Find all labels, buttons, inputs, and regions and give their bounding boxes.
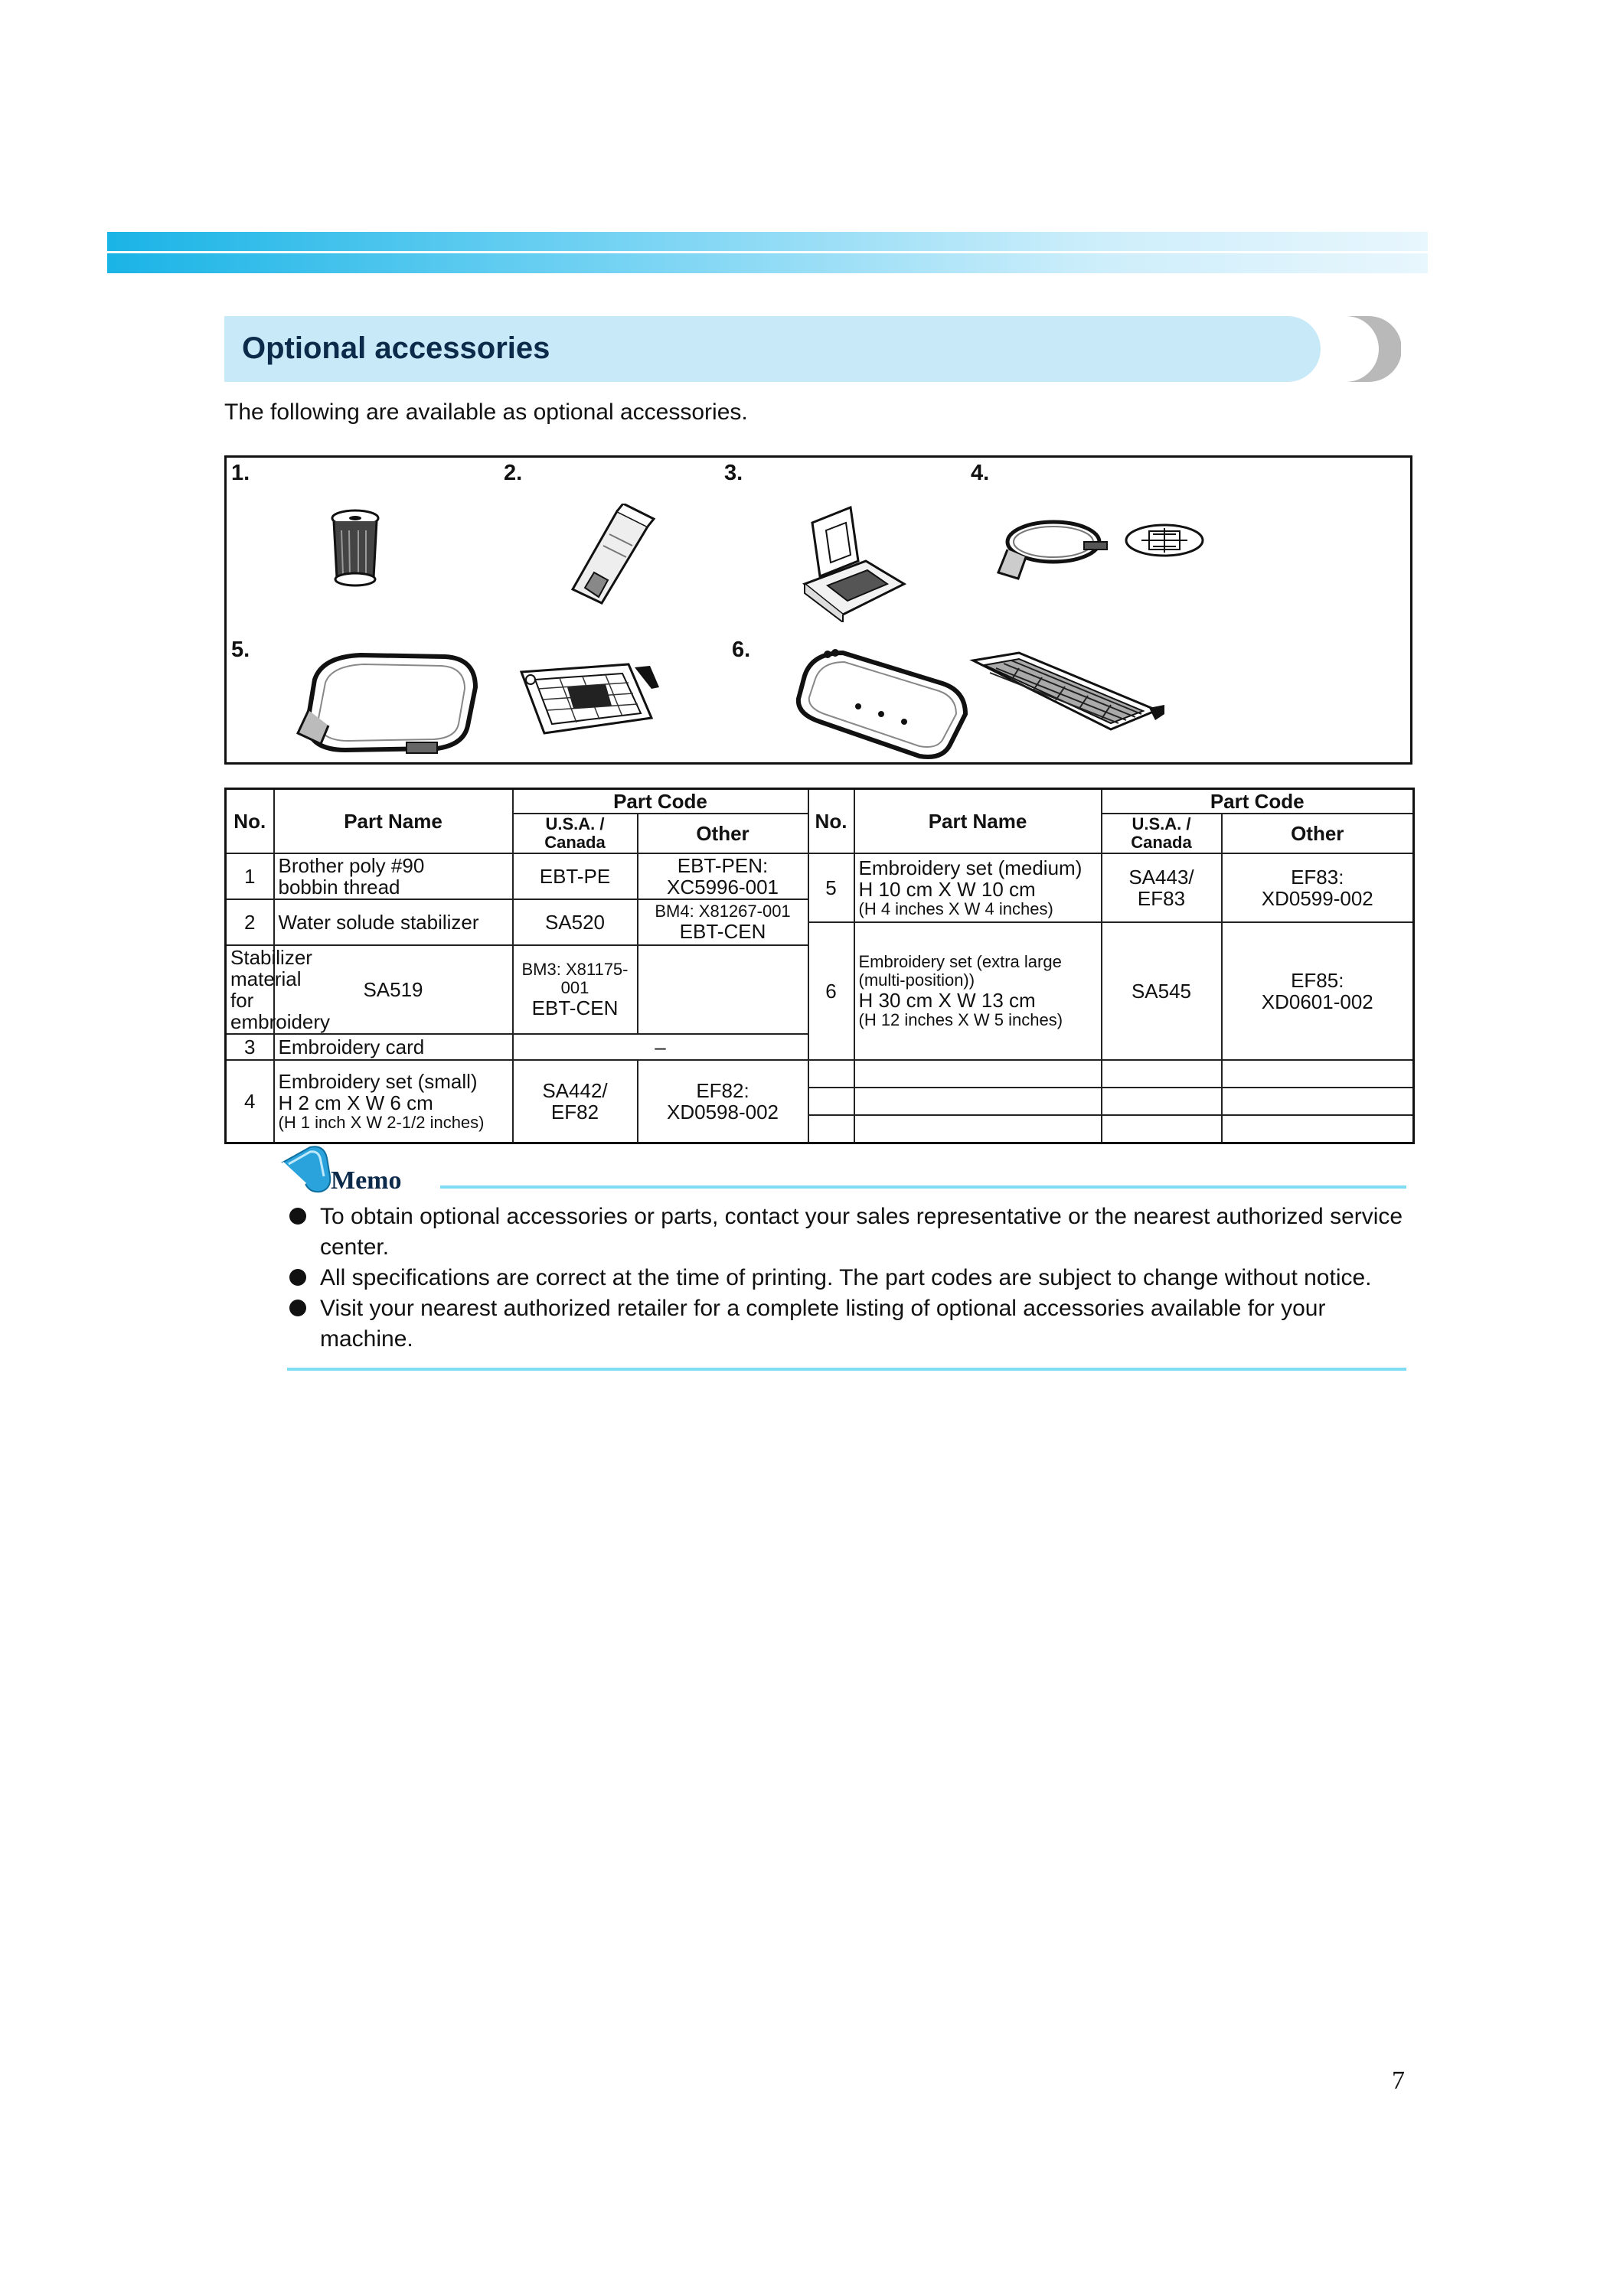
row6-name-line4: (H 12 inches X W 5 inches)	[858, 1009, 1063, 1029]
row5-usa-line2: EF83	[1137, 886, 1186, 910]
empty-cell	[1102, 1060, 1222, 1088]
row5-usa-code	[1102, 853, 1222, 922]
row1-part-name	[274, 853, 513, 899]
row4-usa-code	[513, 1060, 638, 1143]
memo-list	[289, 1202, 1415, 1355]
row2a-part-name: Water solude stabilizer	[274, 899, 513, 945]
row2b-other-line2: EBT-CEN	[531, 996, 619, 1019]
row1-other-line2: XC5996-001	[667, 875, 779, 899]
row6-name-line2: (multi-position))	[858, 970, 975, 990]
stabilizer-roll-icon	[563, 504, 663, 611]
figure-label-2: 2.	[504, 461, 523, 485]
row5-other-line2: XD0599-002	[1261, 886, 1373, 910]
row5-part-name	[854, 853, 1102, 922]
row2b-other-line1: BM3: X81175-001	[521, 960, 629, 997]
intro-text: The following are available as optional accessories.	[224, 400, 748, 425]
page-number: 7	[1392, 2066, 1405, 2095]
section-title: Optional accessories	[242, 331, 550, 365]
row3-code: –	[513, 1034, 808, 1060]
row5-usa-line1: SA443/	[1128, 865, 1194, 889]
list-item	[289, 1202, 1415, 1263]
memo-title: Memo	[331, 1166, 402, 1195]
row2b-other-code	[513, 945, 638, 1034]
header-bar-rule	[107, 251, 1428, 253]
figure-label-3: 3.	[724, 461, 743, 485]
row1-usa-code: EBT-PE	[513, 853, 638, 899]
row6-name-line3: H 30 cm X W 13 cm	[858, 988, 1036, 1012]
bullet-icon	[289, 1300, 306, 1316]
figure-label-4: 4.	[971, 461, 990, 485]
bobbin-thread-icon	[325, 507, 386, 592]
header-other-right: Other	[1222, 814, 1414, 853]
memo-pencil-icon	[279, 1146, 333, 1195]
row4-part-name	[274, 1060, 513, 1143]
figure-label-1: 1.	[231, 461, 250, 485]
row6-name-line1: Embroidery set (extra large	[858, 952, 1062, 972]
empty-cell	[854, 1060, 1102, 1088]
header-usa-canada-right: U.S.A. / Canada	[1102, 814, 1222, 853]
row1-name-line2: bobbin thread	[278, 875, 400, 899]
empty-cell	[1222, 1115, 1414, 1143]
memo-top-rule	[440, 1186, 1406, 1189]
header-usa-canada: U.S.A. / Canada	[513, 814, 638, 853]
embroidery-card-icon	[797, 500, 912, 622]
empty-cell	[808, 1060, 854, 1088]
row2b-name-line2: embroidery	[230, 1009, 331, 1033]
figure-label-5: 5.	[231, 638, 250, 662]
row4-no: 4	[226, 1060, 274, 1143]
row2b-part-name	[226, 945, 331, 1034]
memo-bottom-rule	[287, 1368, 1406, 1371]
row6-no: 6	[808, 922, 854, 1060]
row5-name-line3: (H 4 inches X W 4 inches)	[858, 899, 1053, 918]
row1-other-code	[638, 853, 808, 899]
header-other: Other	[638, 814, 808, 853]
row6-other-line1: EF85:	[1291, 968, 1344, 992]
bullet-icon	[289, 1208, 306, 1225]
medium-hoop-set-icon	[292, 649, 690, 764]
row1-name-line1: Brother poly #90	[278, 853, 425, 877]
row1-other-line1: EBT-PEN:	[677, 853, 769, 877]
row6-other-code	[1222, 922, 1414, 1060]
empty-cell	[1102, 1115, 1222, 1143]
table-row	[226, 853, 1414, 899]
empty-cell	[854, 1088, 1102, 1115]
memo-item-text: All specifications are correct at the time of printing. The part codes are subject to change without notice.	[320, 1265, 1372, 1290]
small-hoop-set-icon	[992, 511, 1207, 595]
row2a-other-line1: BM4: X81267-001	[655, 901, 791, 921]
row5-other-line1: EF83:	[1291, 865, 1344, 889]
empty-cell	[808, 1088, 854, 1115]
row6-part-name	[854, 922, 1102, 1060]
header-part-name-right: Part Name	[854, 789, 1102, 853]
row4-other-line1: EF82:	[696, 1078, 749, 1102]
section-arrow-icon	[1324, 316, 1401, 382]
extra-large-hoop-set-icon	[789, 638, 1402, 768]
memo-item-text: Visit your nearest authorized retailer for a complete listing of optional accessories available for your machine.	[320, 1296, 1326, 1352]
table-row	[226, 1060, 1414, 1088]
accessory-figure-box	[224, 455, 1412, 765]
row2a-other-code	[638, 899, 808, 945]
header-no-right: No.	[808, 789, 854, 853]
memo-item-text: To obtain optional accessories or parts, contact your sales representative or the nearest authorized service center.	[320, 1204, 1403, 1260]
bullet-icon	[289, 1269, 306, 1286]
row4-name-line3: (H 1 inch X W 2-1/2 inches)	[278, 1113, 485, 1132]
header-no: No.	[226, 789, 274, 853]
empty-cell	[854, 1115, 1102, 1143]
empty-cell	[808, 1115, 854, 1143]
row4-usa-line1: SA442/	[542, 1078, 608, 1102]
empty-cell	[1102, 1088, 1222, 1115]
list-item	[289, 1263, 1415, 1293]
row5-other-code	[1222, 853, 1414, 922]
row5-name-line2: H 10 cm X W 10 cm	[858, 877, 1036, 901]
parts-table	[224, 788, 1415, 1144]
empty-cell	[1222, 1060, 1414, 1088]
row2a-usa-code: SA520	[513, 899, 638, 945]
row2b-name-line1: Stabilizer material for	[230, 945, 312, 1012]
row4-usa-line2: EF82	[550, 1100, 599, 1124]
header-part-code-right: Part Code	[1102, 789, 1414, 814]
row3-no: 3	[226, 1034, 274, 1060]
row5-no: 5	[808, 853, 854, 922]
row4-other-line2: XD0598-002	[667, 1100, 779, 1124]
row5-name-line1: Embroidery set (medium)	[858, 856, 1083, 879]
row6-usa-code: SA545	[1102, 922, 1222, 1060]
row1-no: 1	[226, 853, 274, 899]
empty-cell	[1222, 1088, 1414, 1115]
row2a-other-line2: EBT-CEN	[679, 919, 766, 943]
list-item	[289, 1293, 1415, 1355]
row4-other-code	[638, 1060, 808, 1143]
table-header-row	[226, 789, 1414, 814]
row3-part-name: Embroidery card	[274, 1034, 513, 1060]
row4-name-line2: H 2 cm X W 6 cm	[278, 1091, 433, 1114]
header-part-name: Part Name	[274, 789, 513, 853]
row2-no: 2	[226, 899, 274, 945]
row4-name-line1: Embroidery set (small)	[278, 1069, 478, 1093]
row2b-usa-code: SA519	[274, 945, 513, 1034]
figure-label-6: 6.	[732, 638, 751, 662]
header-part-code: Part Code	[513, 789, 808, 814]
row6-other-line2: XD0601-002	[1261, 990, 1373, 1013]
